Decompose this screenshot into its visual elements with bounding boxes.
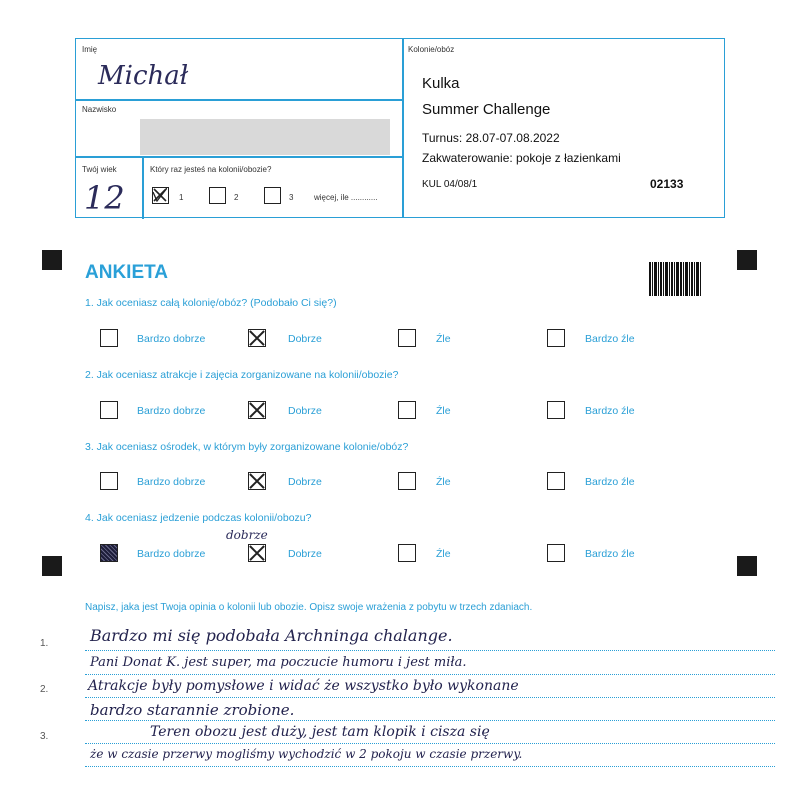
form-number: 02133 <box>650 177 684 191</box>
divider <box>76 156 402 158</box>
registration-mark <box>737 556 757 576</box>
option-label: Bardzo dobrze <box>137 333 206 345</box>
option-label: Dobrze <box>288 333 322 345</box>
times-option-label: 1 <box>179 193 184 202</box>
barcode-icon <box>649 262 701 296</box>
question-4: 4. Jak oceniasz jedzenie podczas kolonii/obozu? <box>85 512 312 524</box>
writing-line <box>85 697 775 698</box>
q4-option-bad[interactable] <box>398 544 416 562</box>
check-mark-icon <box>153 188 167 202</box>
option-label: Dobrze <box>288 405 322 417</box>
times-more-label: więcej, ile ............ <box>314 193 378 202</box>
option-label: Źle <box>436 548 451 560</box>
answer-line-4[interactable]: bardzo starannie zrobione. <box>90 701 295 719</box>
camp-code: KUL 04/08/1 <box>422 179 478 190</box>
surname-label: Nazwisko <box>82 105 117 114</box>
question-1: 1. Jak oceniasz całą kolonię/obóz? (Podobało Ci się?) <box>85 297 337 309</box>
camp-subtitle: Summer Challenge <box>422 101 551 118</box>
q3-option-very-good[interactable] <box>100 472 118 490</box>
option-label: Źle <box>436 333 451 345</box>
accommodation-text: Zakwaterowanie: pokoje z łazienkami <box>422 151 621 165</box>
option-label: Źle <box>436 476 451 488</box>
name-label: Imię <box>82 45 98 54</box>
option-label: Bardzo źle <box>585 405 635 417</box>
line-number: 3. <box>40 731 49 742</box>
q1-option-very-bad[interactable] <box>547 329 565 347</box>
writing-line <box>85 766 775 767</box>
q3-option-very-bad[interactable] <box>547 472 565 490</box>
writing-line <box>85 650 775 651</box>
q1-option-good[interactable] <box>248 329 266 347</box>
q2-option-very-good[interactable] <box>100 401 118 419</box>
line-number: 1. <box>40 638 49 649</box>
q1-option-bad[interactable] <box>398 329 416 347</box>
registration-mark <box>42 250 62 270</box>
option-label: Bardzo dobrze <box>137 548 206 560</box>
writing-line <box>85 674 775 675</box>
times-checkbox-1[interactable] <box>152 187 169 204</box>
times-option-label: 2 <box>234 193 239 202</box>
answer-line-2[interactable]: Pani Donat K. jest super, ma poczucie humoru i jest miła. <box>90 655 467 670</box>
age-label: Twój wiek <box>82 165 117 174</box>
q4-option-good[interactable] <box>248 544 266 562</box>
q4-option-very-good[interactable] <box>100 544 118 562</box>
question-3: 3. Jak oceniasz ośrodek, w którym były zorganizowane kolonie/obóz? <box>85 441 409 453</box>
q2-option-very-bad[interactable] <box>547 401 565 419</box>
option-label: Dobrze <box>288 548 322 560</box>
q2-option-good[interactable] <box>248 401 266 419</box>
turnus-text: Turnus: 28.07-07.08.2022 <box>422 131 560 145</box>
age-field[interactable]: 12 <box>84 179 125 217</box>
question-2: 2. Jak oceniasz atrakcje i zajęcia zorganizowane na kolonii/obozie? <box>85 369 399 381</box>
q3-option-good[interactable] <box>248 472 266 490</box>
redacted-surname <box>140 119 390 155</box>
option-label: Bardzo źle <box>585 333 635 345</box>
q3-option-bad[interactable] <box>398 472 416 490</box>
times-label: Który raz jesteś na kolonii/obozie? <box>150 165 272 174</box>
times-option-label: 3 <box>289 193 294 202</box>
option-label: Bardzo dobrze <box>137 476 206 488</box>
writing-line <box>85 743 775 744</box>
times-checkbox-3[interactable] <box>264 187 281 204</box>
camp-name: Kulka <box>422 75 460 92</box>
registration-mark <box>42 556 62 576</box>
times-checkbox-2[interactable] <box>209 187 226 204</box>
option-label: Dobrze <box>288 476 322 488</box>
divider <box>76 99 402 101</box>
survey-title: ANKIETA <box>85 262 169 283</box>
line-number: 2. <box>40 684 49 695</box>
divider <box>142 156 144 219</box>
q4-handwritten-note: dobrze <box>226 528 268 542</box>
camp-label: Kolonie/obóz <box>408 45 455 54</box>
option-label: Źle <box>436 405 451 417</box>
q4-option-very-bad[interactable] <box>547 544 565 562</box>
divider <box>402 39 404 217</box>
answer-line-1[interactable]: Bardzo mi się podobała Archninga chalange. <box>90 626 453 645</box>
option-label: Bardzo źle <box>585 476 635 488</box>
option-label: Bardzo źle <box>585 548 635 560</box>
option-label: Bardzo dobrze <box>137 405 206 417</box>
answer-line-3[interactable]: Atrakcje były pomysłowe i widać że wszystko było wykonane <box>88 678 519 694</box>
q2-option-bad[interactable] <box>398 401 416 419</box>
registration-mark <box>737 250 757 270</box>
answer-line-5[interactable]: Teren obozu jest duży, jest tam klopik i cisza się <box>150 724 490 740</box>
name-field[interactable]: Michał <box>98 61 189 91</box>
answer-line-6[interactable]: że w czasie przerwy mogliśmy wychodzić w 2 pokoju w czasie przerwy. <box>90 747 523 761</box>
opinion-instructions: Napisz, jaka jest Twoja opinia o kolonii lub obozie. Opisz swoje wrażenia z pobytu w trzech zdaniach. <box>85 602 533 613</box>
writing-line <box>85 720 775 721</box>
q1-option-very-good[interactable] <box>100 329 118 347</box>
